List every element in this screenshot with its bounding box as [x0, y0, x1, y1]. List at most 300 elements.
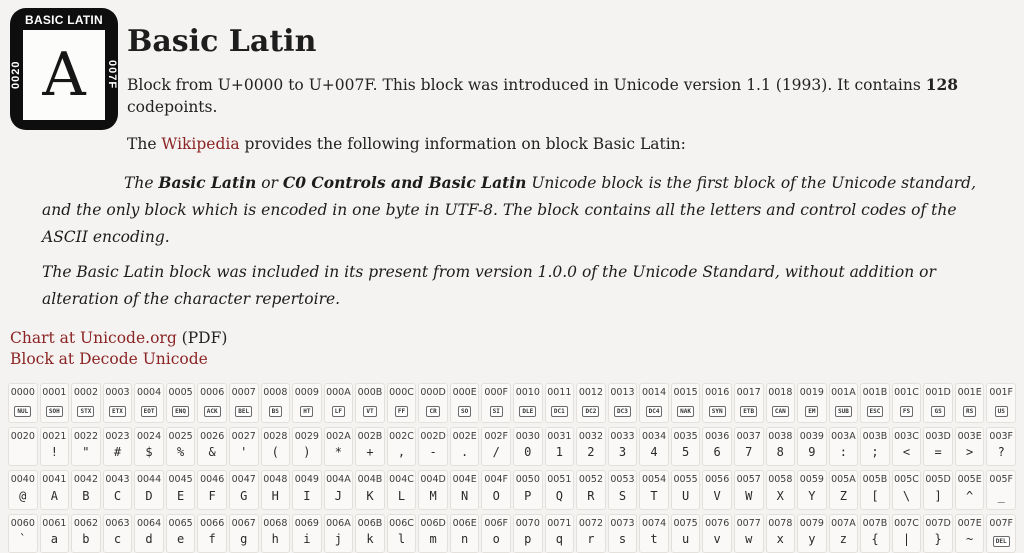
codepoint-cell[interactable]: [766, 427, 796, 466]
codepoint-cell[interactable]: [860, 383, 890, 422]
codepoint-char: H: [271, 488, 279, 503]
codepoint-cell[interactable]: [639, 514, 669, 553]
codepoint-cell[interactable]: [387, 383, 417, 422]
codepoint-hex: 0009: [294, 387, 319, 399]
codepoint-hex: 0073: [610, 517, 635, 529]
codepoint-cell[interactable]: [671, 383, 701, 422]
codepoint-cell[interactable]: [418, 470, 448, 509]
codepoint-hex: 004F: [484, 474, 509, 486]
codepoint-cell[interactable]: [197, 514, 227, 553]
codepoint-hex: 0074: [641, 517, 667, 529]
codepoint-cell[interactable]: [355, 470, 385, 509]
control-picture-icon: ETB: [740, 406, 757, 417]
control-picture-icon: RS: [963, 406, 976, 417]
codepoint-cell[interactable]: [103, 514, 133, 553]
codepoint-cell[interactable]: [481, 470, 511, 509]
codepoint-hex: 006C: [389, 517, 414, 529]
codepoint-cell[interactable]: [450, 427, 480, 466]
codepoint-hex: 007E: [957, 517, 982, 529]
control-picture-icon: DC3: [614, 406, 631, 417]
codepoint-char: g: [240, 532, 248, 546]
codepoint-cell[interactable]: [324, 470, 354, 509]
codepoint-char: [514, 402, 542, 418]
codepoint-hex: 0005: [168, 387, 193, 399]
codepoint-cell[interactable]: [639, 383, 669, 422]
codepoint-cell[interactable]: [166, 514, 196, 553]
codepoint-char: [987, 532, 1015, 548]
codepoint-cell[interactable]: [576, 514, 606, 553]
codepoint-cell[interactable]: [229, 514, 259, 553]
page-title: Basic Latin: [127, 24, 317, 59]
chart-at-unicode-link[interactable]: Chart at Unicode.org: [10, 328, 177, 347]
codepoint-cell[interactable]: [40, 427, 70, 466]
codepoint-hex: 007A: [831, 517, 856, 529]
codepoint-cell[interactable]: [71, 514, 101, 553]
codepoint-hex: 0003: [105, 387, 130, 399]
codepoint-char: [167, 402, 195, 418]
codepoint-cell[interactable]: [481, 383, 511, 422]
codepoint-hex: 005B: [862, 474, 888, 486]
codepoint-cell[interactable]: [923, 383, 953, 422]
codepoint-char: n: [461, 532, 469, 546]
codepoint-hex: 0055: [673, 474, 698, 486]
codepoint-char: [609, 402, 637, 418]
page-header: [0, 0, 1024, 155]
codepoint-char: C: [113, 488, 122, 503]
codepoint-cell[interactable]: [734, 427, 764, 466]
codepoint-cell[interactable]: [892, 383, 922, 422]
codepoint-char: [72, 402, 100, 418]
codepoint-char: [198, 402, 226, 418]
codepoint-cell[interactable]: [639, 427, 669, 466]
codepoint-cell[interactable]: [860, 514, 890, 553]
codepoint-grid: [8, 383, 1016, 553]
codepoint-cell[interactable]: [986, 470, 1016, 509]
badge-start-codepoint: 0020: [10, 60, 22, 90]
codepoint-cell[interactable]: [103, 427, 133, 466]
codepoint-char: :: [839, 445, 848, 460]
codepoint-hex: 0042: [73, 474, 98, 486]
codepoint-cell[interactable]: [513, 470, 543, 509]
codepoint-cell[interactable]: [986, 427, 1016, 466]
codepoint-char: V: [713, 488, 721, 503]
codepoint-hex: 0028: [263, 430, 288, 442]
codepoint-cell[interactable]: [608, 514, 638, 553]
codepoint-char: .: [461, 445, 469, 460]
codepoint-char: u: [681, 532, 690, 546]
block-badge: [10, 8, 118, 130]
codepoint-cell[interactable]: [513, 514, 543, 553]
codepoint-cell[interactable]: [513, 383, 543, 422]
codepoint-char: [893, 402, 921, 418]
codepoint-char: c: [113, 532, 122, 546]
codepoint-cell[interactable]: [134, 514, 164, 553]
control-picture-icon: LF: [332, 406, 345, 417]
codepoint-cell[interactable]: [671, 514, 701, 553]
codepoint-cell[interactable]: [892, 427, 922, 466]
codepoint-char: w: [745, 532, 753, 546]
codepoint-cell[interactable]: [860, 427, 890, 466]
codepoint-hex: 0065: [168, 517, 193, 529]
codepoint-hex: 0066: [200, 517, 225, 529]
codepoint-char: [767, 402, 795, 418]
codepoint-cell[interactable]: [292, 514, 322, 553]
codepoint-hex: 000D: [420, 387, 446, 399]
codepoint-cell[interactable]: [797, 383, 827, 422]
codepoint-char: ]: [934, 488, 942, 503]
codepoint-char: I: [303, 488, 311, 503]
codepoint-cell[interactable]: [545, 514, 575, 553]
codepoint-cell[interactable]: [71, 427, 101, 466]
codepoint-hex: 001C: [894, 387, 919, 399]
codepoint-hex: 002F: [484, 430, 509, 442]
codepoint-cell[interactable]: [923, 427, 953, 466]
codepoint-cell[interactable]: [261, 427, 291, 466]
codepoint-cell[interactable]: [134, 470, 164, 509]
codepoint-hex: 001F: [989, 387, 1014, 399]
codepoint-char: [41, 402, 69, 418]
codepoint-char: A: [50, 488, 58, 503]
codepoint-cell[interactable]: [923, 470, 953, 509]
codepoint-cell[interactable]: [797, 514, 827, 553]
codepoint-hex: 007D: [925, 517, 951, 529]
wikipedia-quote: [42, 170, 1004, 312]
codepoint-cell[interactable]: [766, 470, 796, 509]
codepoint-char: m: [429, 532, 437, 546]
codepoint-char: [293, 402, 321, 418]
codepoint-cell[interactable]: [229, 427, 259, 466]
wikipedia-link[interactable]: Wikipedia: [161, 134, 240, 153]
codepoint-cell[interactable]: [324, 427, 354, 466]
chart-link-line: [0, 328, 1024, 349]
codepoint-cell[interactable]: [261, 383, 291, 422]
codepoint-char: /: [492, 445, 500, 460]
codepoint-char: 8: [776, 445, 784, 460]
codepoint-char: |: [902, 532, 911, 546]
control-picture-icon: GS: [931, 406, 944, 417]
codepoint-cell[interactable]: [892, 470, 922, 509]
codepoint-cell[interactable]: [734, 383, 764, 422]
codepoint-cell[interactable]: [608, 470, 638, 509]
codepoint-cell[interactable]: [324, 383, 354, 422]
codepoint-char: 9: [808, 445, 816, 460]
codepoint-cell[interactable]: [71, 383, 101, 422]
codepoint-cell[interactable]: [829, 427, 859, 466]
codepoint-cell[interactable]: [8, 514, 38, 553]
codepoint-cell[interactable]: [545, 427, 575, 466]
codepoint-hex: 007B: [862, 517, 888, 529]
codepoint-cell[interactable]: [450, 514, 480, 553]
codepoint-cell[interactable]: [450, 383, 480, 422]
codepoint-cell[interactable]: [481, 427, 511, 466]
codepoint-cell[interactable]: [40, 470, 70, 509]
codepoint-hex: 001B: [862, 387, 888, 399]
codepoint-hex: 0015: [673, 387, 698, 399]
codepoint-hex: 002B: [357, 430, 383, 442]
control-picture-icon: DLE: [519, 406, 536, 417]
wikipedia-line: [127, 133, 1004, 155]
codepoint-hex: 0018: [768, 387, 793, 399]
intro-text-post: codepoints.: [127, 98, 218, 117]
codepoint-char: [956, 402, 984, 418]
codepoint-char: ~: [966, 532, 974, 546]
codepoint-cell[interactable]: [418, 383, 448, 422]
control-picture-icon: BS: [269, 406, 282, 417]
codepoint-cell[interactable]: [387, 514, 417, 553]
quote-text: or: [256, 174, 283, 193]
codepoint-char: d: [145, 532, 153, 546]
codepoint-hex: 006D: [420, 517, 446, 529]
control-picture-icon: STX: [77, 406, 94, 417]
wikiline-pre: The: [127, 134, 162, 153]
codepoint-cell[interactable]: [860, 470, 890, 509]
codepoint-char: 3: [618, 445, 627, 460]
codepoint-hex: 0026: [200, 430, 225, 442]
badge-block-name: BASIC LATIN: [25, 12, 103, 27]
codepoint-hex: 0058: [768, 474, 793, 486]
codepoint-char: [577, 402, 605, 418]
codepoint-char: h: [271, 532, 279, 546]
codepoint-cell[interactable]: [702, 514, 732, 553]
codepoint-hex: 0008: [263, 387, 288, 399]
codepoint-hex: 0002: [73, 387, 98, 399]
codepoint-hex: 004B: [357, 474, 383, 486]
decode-unicode-link[interactable]: Block at Decode Unicode: [10, 350, 208, 369]
codepoint-cell[interactable]: [923, 514, 953, 553]
codepoint-char: z: [839, 532, 848, 546]
codepoint-char: [: [871, 488, 879, 503]
codepoint-char: [546, 402, 574, 418]
codepoint-hex: 000F: [484, 387, 509, 399]
codepoint-char: `: [19, 532, 27, 546]
codepoint-cell[interactable]: [639, 470, 669, 509]
codepoint-char: [9, 402, 37, 418]
codepoint-char: e: [176, 532, 185, 546]
codepoint-cell[interactable]: [797, 427, 827, 466]
codepoint-cell[interactable]: [197, 427, 227, 466]
codepoint-hex: 0077: [736, 517, 761, 529]
codepoint-hex: 0075: [673, 517, 698, 529]
codepoint-cell[interactable]: [166, 427, 196, 466]
codepoint-cell[interactable]: [955, 427, 985, 466]
codepoint-char: f: [208, 532, 216, 546]
codepoint-char: y: [808, 532, 816, 546]
codepoint-char: !: [50, 445, 58, 460]
codepoint-hex: 0050: [515, 474, 540, 486]
codepoint-hex: 004A: [326, 474, 351, 486]
codepoint-cell[interactable]: [292, 470, 322, 509]
codepoint-cell[interactable]: [134, 383, 164, 422]
codepoint-hex: 0056: [705, 474, 730, 486]
codepoint-char: 2: [587, 445, 595, 460]
codepoint-cell[interactable]: [576, 383, 606, 422]
codepoint-hex: 003A: [831, 430, 856, 442]
codepoint-hex: 003F: [989, 430, 1014, 442]
codepoint-cell[interactable]: [134, 427, 164, 466]
codepoint-hex: 0063: [105, 517, 130, 529]
codepoint-hex: 0004: [136, 387, 162, 399]
codepoint-cell[interactable]: [387, 427, 417, 466]
codepoint-cell[interactable]: [103, 383, 133, 422]
codepoint-cell[interactable]: [986, 514, 1016, 553]
codepoint-cell[interactable]: [324, 514, 354, 553]
codepoint-hex: 000B: [357, 387, 383, 399]
codepoint-hex: 006A: [326, 517, 351, 529]
codepoint-char: +: [366, 445, 374, 460]
codepoint-cell[interactable]: [166, 383, 196, 422]
codepoint-char: [262, 402, 290, 418]
codepoint-cell[interactable]: [197, 383, 227, 422]
badge-glyph: A: [42, 40, 86, 110]
codepoint-cell[interactable]: [166, 470, 196, 509]
codepoint-hex: 0046: [200, 474, 225, 486]
codepoint-cell[interactable]: [829, 514, 859, 553]
codepoint-char: {: [871, 532, 879, 546]
codepoint-char: 0: [524, 445, 532, 460]
codepoint-cell[interactable]: [608, 427, 638, 466]
codepoint-cell[interactable]: [418, 514, 448, 553]
codepoint-char: 1: [555, 445, 563, 460]
codepoint-char: Q: [555, 488, 563, 503]
codepoint-char: M: [429, 488, 437, 503]
codepoint-cell[interactable]: [513, 427, 543, 466]
codepoint-hex: 005A: [831, 474, 856, 486]
codepoint-hex: 005F: [989, 474, 1014, 486]
codepoint-cell[interactable]: [576, 470, 606, 509]
codepoint-hex: 0000: [10, 387, 35, 399]
quote-bold-alt-name: C0 Controls and Basic Latin: [282, 173, 527, 193]
codepoint-char: [735, 402, 763, 418]
codepoint-cell[interactable]: [671, 470, 701, 509]
codepoint-cell[interactable]: [450, 470, 480, 509]
codepoint-cell[interactable]: [892, 514, 922, 553]
codepoint-hex: 003E: [957, 430, 982, 442]
codepoint-cell[interactable]: [545, 470, 575, 509]
codepoint-cell[interactable]: [387, 470, 417, 509]
codepoint-cell[interactable]: [766, 383, 796, 422]
codepoint-cell[interactable]: [261, 514, 291, 553]
codepoint-hex: 006E: [452, 517, 477, 529]
codepoint-cell[interactable]: [671, 427, 701, 466]
codepoint-char: U: [681, 488, 690, 503]
codepoint-cell[interactable]: [829, 383, 859, 422]
codepoint-hex: 001D: [925, 387, 951, 399]
codepoint-cell[interactable]: [8, 427, 38, 466]
control-picture-icon: DC4: [646, 406, 663, 417]
control-picture-icon: SOH: [46, 406, 63, 417]
codepoint-hex: 002A: [326, 430, 351, 442]
codepoint-char: ': [240, 445, 248, 460]
codepoint-cell[interactable]: [608, 383, 638, 422]
codepoint-cell[interactable]: [766, 514, 796, 553]
codepoint-cell[interactable]: [40, 514, 70, 553]
codepoint-hex: 0029: [294, 430, 319, 442]
control-picture-icon: DEL: [993, 536, 1010, 547]
codepoint-hex: 0011: [547, 387, 572, 399]
control-picture-icon: NUL: [14, 406, 31, 417]
codepoint-char: b: [82, 532, 90, 546]
codepoint-cell[interactable]: [576, 427, 606, 466]
codepoint-cell[interactable]: [829, 470, 859, 509]
codepoint-cell[interactable]: [481, 514, 511, 553]
codepoint-cell[interactable]: [355, 427, 385, 466]
codepoint-hex: 0062: [73, 517, 98, 529]
codepoint-char: v: [713, 532, 721, 546]
control-picture-icon: ENQ: [172, 406, 189, 417]
codepoint-cell[interactable]: [702, 427, 732, 466]
codepoint-cell[interactable]: [197, 470, 227, 509]
codepoint-char: K: [366, 488, 374, 503]
codepoint-hex: 0059: [799, 474, 824, 486]
codepoint-cell[interactable]: [955, 383, 985, 422]
codepoint-cell[interactable]: [734, 470, 764, 509]
codepoint-char: #: [113, 445, 122, 460]
codepoint-cell[interactable]: [702, 470, 732, 509]
codepoint-hex: 0054: [641, 474, 667, 486]
codepoint-cell[interactable]: [292, 383, 322, 422]
codepoint-char: [230, 402, 258, 418]
control-picture-icon: DC1: [551, 406, 568, 417]
codepoint-hex: 0036: [705, 430, 730, 442]
codepoint-cell[interactable]: [292, 427, 322, 466]
codepoint-cell[interactable]: [229, 470, 259, 509]
codepoint-cell[interactable]: [955, 514, 985, 553]
codepoint-hex: 0060: [10, 517, 35, 529]
codepoint-hex: 0069: [294, 517, 319, 529]
codepoint-char: &: [208, 445, 216, 460]
codepoint-cell[interactable]: [8, 383, 38, 422]
codepoint-cell[interactable]: [8, 470, 38, 509]
codepoint-cell[interactable]: [261, 470, 291, 509]
control-picture-icon: ACK: [204, 406, 221, 417]
codepoint-char: i: [303, 532, 311, 546]
codepoint-cell[interactable]: [702, 383, 732, 422]
codepoint-char: [356, 402, 384, 418]
codepoint-hex: 0034: [641, 430, 667, 442]
codepoint-hex: 0006: [200, 387, 225, 399]
codepoint-char: J: [334, 488, 343, 503]
codepoint-char: [640, 402, 668, 418]
codepoint-hex: 0024: [136, 430, 162, 442]
codepoint-char: (: [271, 445, 279, 460]
codepoint-hex: 0017: [736, 387, 761, 399]
codepoint-hex: 0022: [73, 430, 98, 442]
codepoint-char: [451, 402, 479, 418]
codepoint-hex: 0020: [10, 430, 35, 442]
codepoint-hex: 0047: [231, 474, 256, 486]
codepoint-cell[interactable]: [418, 427, 448, 466]
codepoint-hex: 0012: [578, 387, 603, 399]
codepoint-hex: 0035: [673, 430, 698, 442]
codepoint-hex: 0021: [42, 430, 67, 442]
codepoint-cell[interactable]: [986, 383, 1016, 422]
codepoint-hex: 0025: [168, 430, 193, 442]
codepoint-cell[interactable]: [103, 470, 133, 509]
codepoint-cell[interactable]: [797, 470, 827, 509]
codepoint-cell[interactable]: [355, 514, 385, 553]
codepoint-cell[interactable]: [40, 383, 70, 422]
codepoint-cell[interactable]: [545, 383, 575, 422]
codepoint-hex: 005C: [894, 474, 919, 486]
codepoint-hex: 0061: [42, 517, 67, 529]
codepoint-cell[interactable]: [355, 383, 385, 422]
codepoint-cell[interactable]: [229, 383, 259, 422]
codepoint-hex: 0041: [42, 474, 67, 486]
codepoint-hex: 0078: [768, 517, 793, 529]
codepoint-cell[interactable]: [71, 470, 101, 509]
codepoint-cell[interactable]: [734, 514, 764, 553]
codepoint-cell[interactable]: [955, 470, 985, 509]
